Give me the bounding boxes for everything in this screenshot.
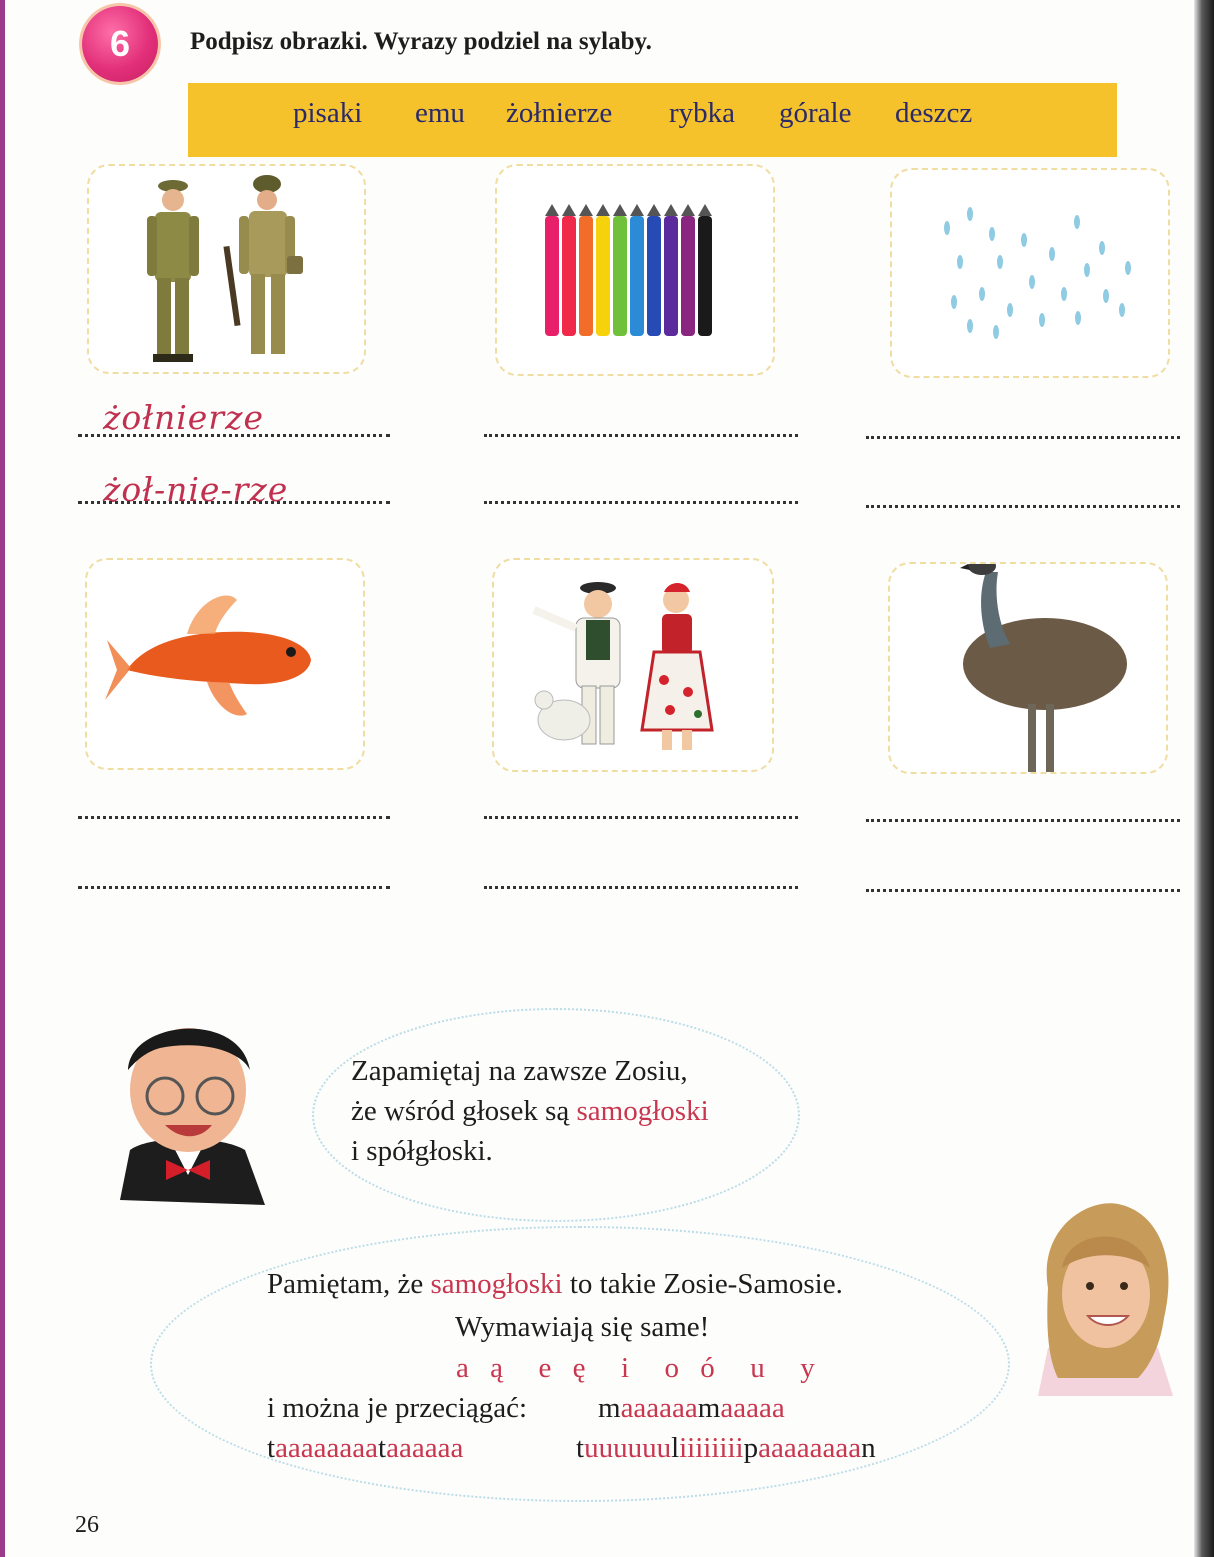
word-bank-item: rybka bbox=[669, 97, 736, 129]
answer-line-word-3[interactable] bbox=[866, 432, 1180, 439]
written-syllables-answer: żoł-nie-rze bbox=[103, 470, 289, 509]
drawn-vowel: aaaaa bbox=[720, 1392, 785, 1424]
boy-character bbox=[100, 1000, 275, 1215]
answer-line-syllables-4[interactable] bbox=[78, 882, 390, 889]
page-edge-left bbox=[0, 0, 5, 1557]
highlight-vowels-word: samogłoski bbox=[430, 1268, 563, 1300]
drawn-vowel: aaaaaa bbox=[620, 1392, 698, 1424]
answer-line-syllables-6[interactable] bbox=[866, 885, 1180, 892]
word-bank-item: pisaki bbox=[293, 97, 363, 129]
drawn-syllable-example-2 bbox=[267, 1432, 463, 1465]
consonant: m bbox=[598, 1392, 621, 1424]
drawn-vowel: aaaaaaaa bbox=[758, 1432, 862, 1464]
emu-picture bbox=[888, 562, 1168, 774]
answer-line-syllables-5[interactable] bbox=[484, 882, 798, 889]
answer-line-word-6[interactable] bbox=[866, 815, 1180, 822]
consonant: n bbox=[861, 1432, 876, 1464]
markers-picture bbox=[495, 164, 775, 376]
answer-line-word-2[interactable] bbox=[484, 430, 798, 437]
raindrops-picture bbox=[890, 168, 1170, 378]
answer-line-syllables-1[interactable] bbox=[78, 497, 390, 504]
drawn-vowel: aaaaaa bbox=[386, 1432, 464, 1464]
page-edge-right bbox=[1194, 0, 1214, 1557]
consonant: p bbox=[743, 1432, 759, 1464]
girl-character bbox=[1028, 1198, 1178, 1396]
goldfish-picture bbox=[85, 558, 365, 770]
answer-line-syllables-3[interactable] bbox=[866, 501, 1180, 508]
girl-speech-line-1 bbox=[267, 1268, 843, 1301]
drawn-vowel: uuuuuu bbox=[584, 1432, 672, 1464]
boy-speech-text: że wśród głosek są bbox=[351, 1095, 577, 1127]
drawn-vowel: iiiiiiii bbox=[679, 1432, 744, 1464]
vowels-list: a ą e ę i o ó u y bbox=[456, 1352, 822, 1384]
highlander-girl-icon bbox=[642, 583, 712, 750]
consonant: t bbox=[576, 1432, 585, 1464]
word-bank-item: żołnierze bbox=[506, 97, 613, 129]
word-bank-item: górale bbox=[779, 97, 852, 129]
answer-line-word-4[interactable] bbox=[78, 812, 390, 819]
page-number: 26 bbox=[75, 1512, 99, 1538]
boy-speech-line-1: Zapamiętaj na zawsze Zosiu, bbox=[351, 1055, 688, 1087]
written-word-answer: żołnierze bbox=[103, 398, 264, 437]
girl-speech-line-2: Wymawiają się same! bbox=[455, 1311, 710, 1343]
answer-line-word-1[interactable] bbox=[78, 430, 390, 437]
markers-icon bbox=[545, 204, 712, 336]
word-bank bbox=[188, 83, 1117, 157]
soldier-infantry-icon bbox=[223, 175, 303, 354]
drawn-syllable-example-3 bbox=[576, 1432, 876, 1465]
consonant: t bbox=[267, 1432, 276, 1464]
drawn-vowel: aaaaaaaa bbox=[275, 1432, 379, 1464]
girl-speech-text: to takie Zosie-Samosie. bbox=[562, 1268, 843, 1300]
exercise-instruction: Podpisz obrazki. Wyrazy podziel na sylaby. bbox=[190, 28, 652, 55]
soldiers-picture bbox=[87, 164, 366, 374]
girl-speech-line-4: i można je przeciągać: bbox=[267, 1392, 528, 1424]
word-bank-item: emu bbox=[415, 97, 465, 129]
drawn-syllable-example-1 bbox=[598, 1392, 785, 1425]
highlight-vowels-word: samogłoski bbox=[576, 1095, 709, 1127]
exercise-number-badge: 6 bbox=[82, 6, 158, 82]
consonant: l bbox=[671, 1432, 680, 1464]
boy-speech-line-2 bbox=[351, 1095, 709, 1128]
answer-line-syllables-2[interactable] bbox=[484, 497, 798, 504]
raindrops-icon bbox=[944, 207, 1131, 339]
emu-icon bbox=[960, 564, 1127, 772]
answer-line-word-5[interactable] bbox=[484, 812, 798, 819]
soldier-officer-icon bbox=[147, 180, 199, 362]
girl-speech-text: Pamiętam, że bbox=[267, 1268, 431, 1300]
boy-speech-line-3: i spółgłoski. bbox=[351, 1135, 493, 1167]
consonant: m bbox=[697, 1392, 721, 1424]
highlanders-picture bbox=[492, 558, 774, 772]
word-bank-item: deszcz bbox=[895, 97, 973, 129]
goldfish-icon bbox=[105, 595, 311, 715]
consonant: t bbox=[378, 1432, 387, 1464]
boy-icon bbox=[120, 1028, 265, 1205]
girl-icon bbox=[1038, 1203, 1173, 1396]
